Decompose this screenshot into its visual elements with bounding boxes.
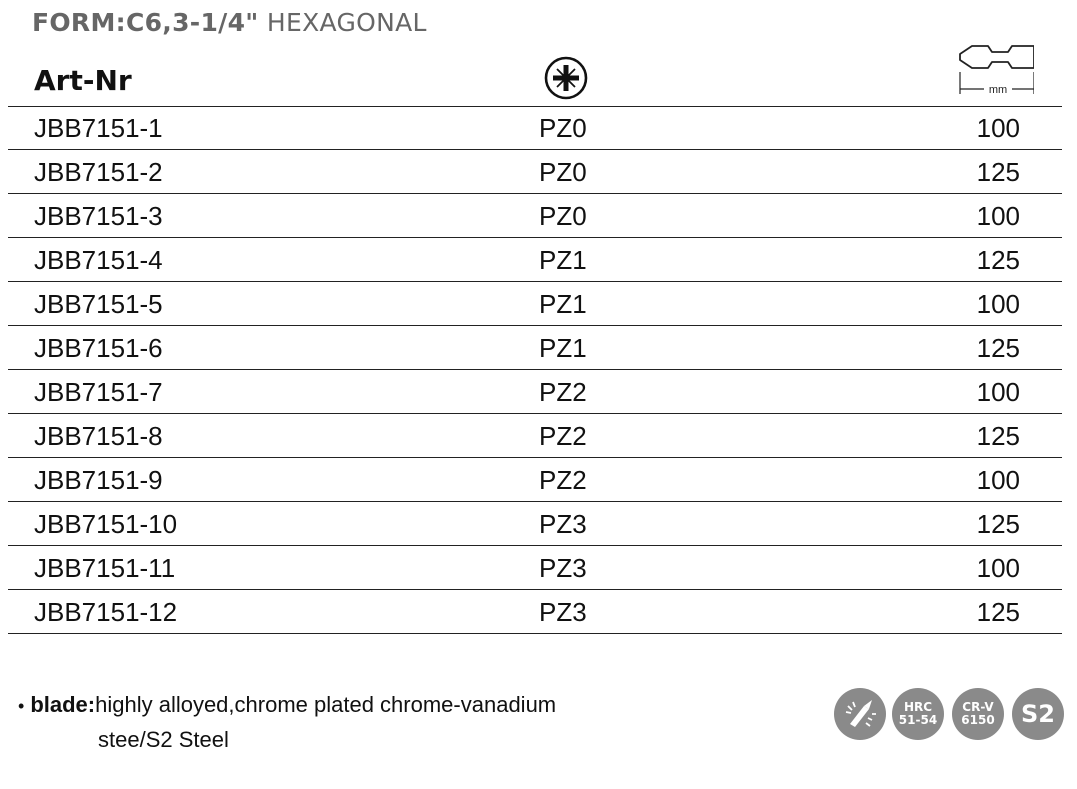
- note-label: blade:: [30, 692, 96, 717]
- table-row: [8, 458, 1062, 502]
- length-cell: 100: [976, 289, 1020, 319]
- table-row: [8, 502, 1062, 546]
- art-number-cell: JBB7151-9: [34, 465, 163, 495]
- table-header: [8, 40, 1062, 107]
- art-number-cell: JBB7151-8: [34, 421, 163, 451]
- note-text-2: stee/S2 Steel: [98, 727, 229, 752]
- art-number-cell: JBB7151-1: [34, 113, 163, 143]
- length-cell: 100: [976, 465, 1020, 495]
- tip-size-cell: PZ2: [539, 421, 587, 451]
- material-note: [18, 688, 556, 756]
- table-row: [8, 238, 1062, 282]
- table-row: [8, 326, 1062, 370]
- length-cell: 100: [976, 201, 1020, 231]
- art-number-cell: JBB7151-2: [34, 157, 163, 187]
- table-row: [8, 194, 1062, 238]
- tip-size-cell: PZ3: [539, 509, 587, 539]
- art-number-cell: JBB7151-12: [34, 597, 178, 627]
- crv-value: 6150: [961, 713, 995, 727]
- length-cell: 125: [976, 333, 1020, 363]
- feature-badges: [834, 688, 1062, 740]
- hrc-value: 51-54: [898, 713, 938, 727]
- tip-size-cell: PZ2: [539, 377, 587, 407]
- length-cell: 100: [976, 553, 1020, 583]
- bullet: •: [18, 696, 25, 716]
- length-unit: mm: [988, 84, 1008, 96]
- length-cell: 125: [976, 421, 1020, 451]
- length-cell: 100: [976, 377, 1020, 407]
- tip-size-cell: PZ0: [539, 113, 587, 143]
- length-cell: 100: [976, 113, 1020, 143]
- hrc-label: HRC: [903, 700, 933, 714]
- tip-size-cell: PZ0: [539, 157, 587, 187]
- tip-size-cell: PZ2: [539, 465, 587, 495]
- table-row: [8, 546, 1062, 590]
- table-row: [8, 150, 1062, 194]
- table-row: [8, 282, 1062, 326]
- note-text: highly alloyed,chrome plated chrome-vanadium: [95, 692, 557, 717]
- art-number-cell: JBB7151-3: [34, 201, 163, 231]
- table-row: [8, 106, 1062, 150]
- bit-length-icon: [950, 42, 1034, 100]
- length-cell: 125: [976, 245, 1020, 275]
- table-row: [8, 590, 1062, 634]
- form-title: [32, 8, 427, 37]
- crv-label: CR-V: [962, 700, 994, 714]
- product-table: [8, 106, 1062, 634]
- art-number-cell: JBB7151-10: [34, 509, 178, 539]
- art-number-cell: JBB7151-4: [34, 245, 163, 275]
- form-code: FORM:C6,3-1/4": [32, 8, 259, 37]
- crv-badge: [952, 688, 1004, 740]
- tip-size-cell: PZ1: [539, 245, 587, 275]
- length-cell: 125: [976, 157, 1020, 187]
- tip-size-cell: PZ0: [539, 201, 587, 231]
- hardened-tip-icon: [834, 688, 886, 740]
- pozidriv-icon: [544, 56, 588, 100]
- art-number-cell: JBB7151-5: [34, 289, 163, 319]
- art-number-cell: JBB7151-11: [34, 553, 176, 583]
- tip-size-cell: PZ1: [539, 333, 587, 363]
- tip-size-cell: PZ3: [539, 553, 587, 583]
- table-row: [8, 414, 1062, 458]
- length-cell: 125: [976, 509, 1020, 539]
- s2-badge: S2: [1012, 688, 1064, 740]
- table-row: [8, 370, 1062, 414]
- tip-size-cell: PZ1: [539, 289, 587, 319]
- length-cell: 125: [976, 597, 1020, 627]
- art-number-cell: JBB7151-7: [34, 377, 163, 407]
- hrc-badge: [892, 688, 944, 740]
- art-number-cell: JBB7151-6: [34, 333, 163, 363]
- art-nr-header: Art-Nr: [34, 64, 132, 97]
- form-name: HEXAGONAL: [266, 8, 427, 37]
- tip-size-cell: PZ3: [539, 597, 587, 627]
